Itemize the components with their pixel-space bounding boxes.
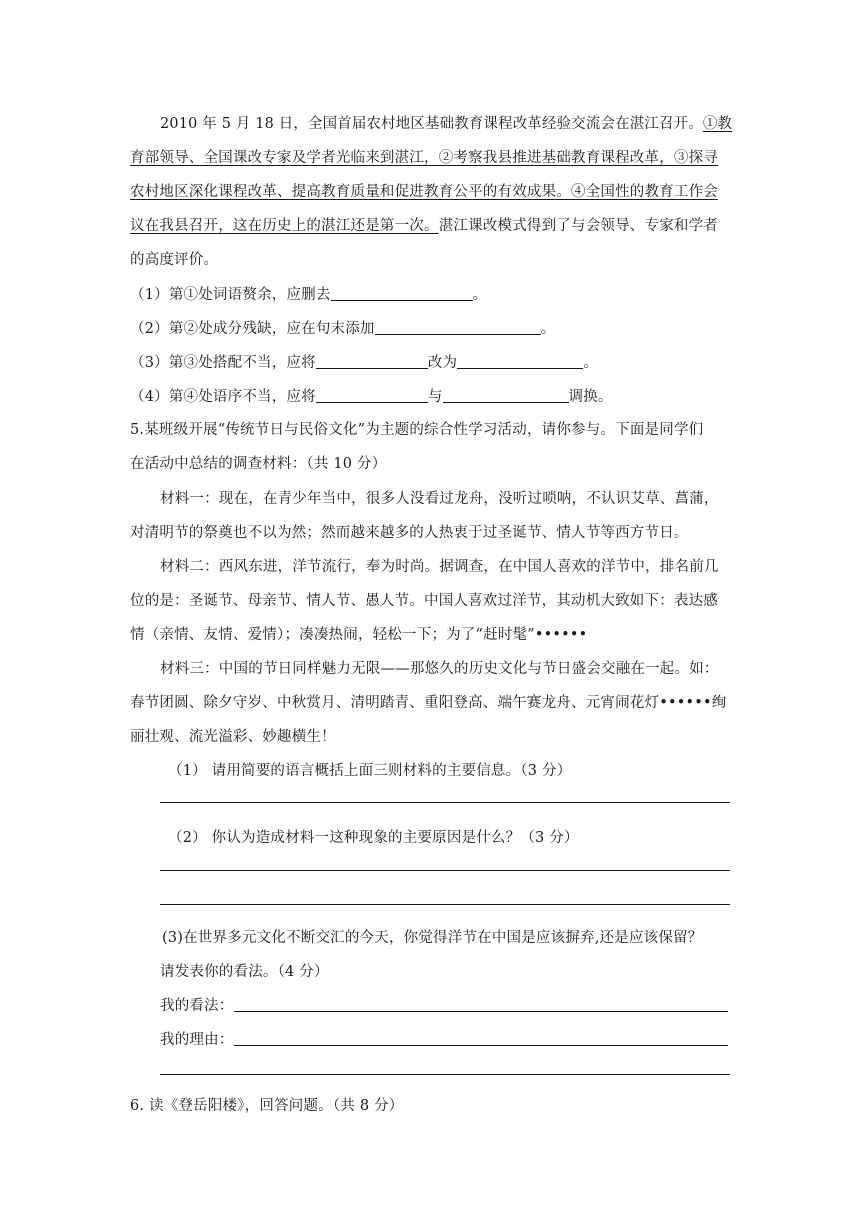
answer-line[interactable] — [160, 1074, 730, 1075]
item-text: （1）第①处词语赘余，应删去 — [130, 287, 331, 303]
passage-line-4 — [130, 214, 718, 235]
underlined-sentence-1: ①教 — [702, 116, 733, 132]
q5-intro-line-2: 在活动中总结的调查材料：（共 10 分） — [130, 456, 387, 472]
item-text: （4）第④处语序不当，应将 — [130, 389, 316, 405]
my-reason-answer-line[interactable] — [234, 1031, 728, 1046]
q5-subquestion-3-line-1: (3)在世界多元文化不断交汇的今天，你觉得洋节在中国是应该摒弃,还是应该保留？ — [162, 930, 703, 946]
underlined-sentence-4: 议在我县召开，这在历史上的湛江还是第一次。 — [130, 218, 439, 234]
answer-line[interactable] — [160, 904, 730, 905]
passage-line-3 — [130, 180, 718, 201]
my-reason-label: 我的理由： — [160, 1032, 234, 1048]
my-view-row — [160, 994, 728, 1015]
material-1-line-2: 对清明节的祭奠也不以为然；然而越来越多的人热衷于过圣诞节、情人节等西方节日。 — [130, 525, 689, 541]
material-2-line-1: 材料二：西风东进，洋节流行，奉为时尚。据调查，在中国人喜欢的洋节中，排名前几 — [160, 559, 719, 575]
passage-line-5 — [130, 248, 218, 269]
passage-text: 湛江课改模式得到了与会领导、专家和学者 — [438, 218, 719, 234]
passage-line-2 — [130, 146, 718, 167]
answer-blank[interactable] — [316, 354, 428, 369]
q4-item-2 — [130, 317, 555, 338]
item-text: 。 — [583, 355, 598, 371]
item-text: 。 — [472, 287, 488, 303]
item-text: 调换。 — [568, 389, 613, 405]
q5-intro-line-1: 5.某班级开展“传统节日与民俗文化”为主题的综合性学习活动，请你参与。下面是同学们 — [130, 422, 704, 438]
q4-item-1 — [130, 283, 487, 304]
my-reason-row — [160, 1028, 728, 1049]
my-view-answer-line[interactable] — [234, 997, 728, 1012]
q5-subquestion-3-line-2: 请发表你的看法。（4 分） — [160, 964, 329, 980]
q4-item-4 — [130, 385, 613, 406]
material-1-line-1: 材料一：现在，在青少年当中，很多人没看过龙舟，没听过唢呐，不认识艾草、菖蒲， — [160, 491, 719, 507]
my-view-label: 我的看法： — [160, 998, 234, 1014]
underlined-sentence-3: 农村地区深化课程改革、提高教育质量和促进教育公平的有效成果。④全国性的教育工作会 — [130, 184, 718, 200]
answer-blank[interactable] — [331, 286, 473, 301]
answer-blank[interactable] — [443, 388, 569, 403]
q4-item-3 — [130, 351, 598, 372]
item-text: （2）第②处成分残缺，应在句末添加 — [130, 321, 375, 337]
q5-subquestion-2: （2） 你认为造成材料一这种现象的主要原因是什么？（3 分） — [168, 830, 579, 846]
underlined-sentence-2: 育部领导、全国课改专家及学者光临来到湛江，②考察我县推进基础教育课程改革，③探寻 — [130, 150, 718, 166]
item-text: 与 — [427, 389, 443, 405]
passage-line-1 — [160, 112, 732, 133]
passage-intro-text: 2010 年 5 月 18 日，全国首届农村地区基础教育课程改革经验交流会在湛江召开。 — [160, 116, 703, 132]
answer-blank[interactable] — [457, 354, 583, 369]
material-2-line-3: 情（亲情、友情、爱情）；凑凑热闹，轻松一下；为了“赶时髦”•••••• — [130, 627, 588, 643]
passage-text: 的高度评价。 — [130, 252, 219, 268]
item-text: 。 — [540, 321, 556, 337]
answer-line[interactable] — [160, 802, 730, 803]
q6-heading: 6. 读《登岳阳楼》，回答问题。（共 8 分） — [130, 1098, 404, 1114]
material-3-line-2: 春节团圆、除夕守岁、中秋赏月、清明踏青、重阳登高、端午赛龙舟、元宵闹花灯••••••绚 — [130, 695, 727, 711]
material-2-line-2: 位的是：圣诞节、母亲节、情人节、愚人节。中国人喜欢过洋节，其动机大致如下：表达感 — [130, 593, 718, 609]
answer-blank[interactable] — [316, 388, 428, 403]
item-text: （3）第③处搭配不当，应将 — [130, 355, 316, 371]
item-text: 改为 — [427, 355, 458, 371]
answer-line[interactable] — [160, 870, 730, 871]
material-3-line-1: 材料三：中国的节日同样魅力无限——那悠久的历史文化与节日盛会交融在一起。如： — [160, 661, 719, 677]
material-3-line-3: 丽壮观、流光溢彩、妙趣横生！ — [130, 729, 336, 745]
answer-blank[interactable] — [375, 320, 541, 335]
q5-subquestion-1: （1） 请用简要的语言概括上面三则材料的主要信息。（3 分） — [168, 763, 572, 779]
